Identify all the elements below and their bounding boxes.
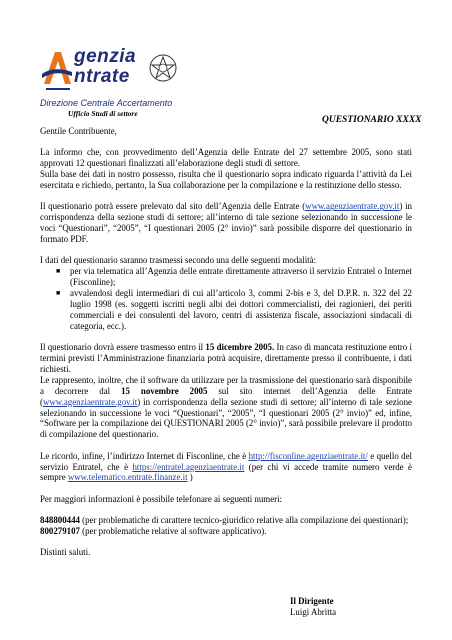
paragraph-methods: I dati del questionario saranno trasmessi secondo una delle seguenti modalità: (40, 255, 317, 266)
closing: Distinti saluti. (40, 547, 91, 558)
agenzia-website-link[interactable]: www.agenziaentrate.gov.it (305, 201, 400, 212)
department-name: Direzione Centrale Accertamento (40, 98, 173, 108)
agenzia-website-link[interactable]: www.agenziaentrate.gov.it (42, 396, 138, 407)
republic-emblem-icon (148, 52, 178, 84)
list-item: ■ per via telematica all’Agenzia delle entrate direttamente attraverso il servizio Entratel o Internet (Fisconline); (56, 266, 412, 288)
agenzia-logo-mark-icon (40, 48, 74, 90)
methods-list (40, 266, 412, 331)
letter-body (40, 126, 412, 569)
salutation: Gentile Contribuente, (40, 126, 117, 136)
list-item: ■ avvalendosi degli intermediari di cui all’articolo 3, commi 2-bis e 3, del D.P.R. n. 322 del 22 luglio 1998 (es. soggetti iscritti negli albi dei dottori commercialisti, dei ragionieri, dei periti commerciali e dei consulenti del lavoro, centri di assistenza fiscale, associazioni sindacali di categoria, ecc.). (56, 288, 412, 331)
phone-line-2: 800279107 (per problematiche relative al software applicativo). (40, 525, 267, 536)
paragraph-request: Sulla base dei dati in nostro possesso, risulta che il questionario sopra indicato riguarda l’attività da Lei esercitata e richiedo, pertanto, la Sua collaborazione per la compilazione e la restituzione dello stesso. (40, 169, 412, 191)
paragraph-info: Per maggiori informazioni è possibile telefonare ai seguenti numeri: (40, 493, 283, 504)
paragraph-intro: La informo che, con provvedimento dell’Agenzia delle Entrate del 27 settembre 2005, sono stati approvati 12 questionari finalizzati all’elaborazione degli studi di settore. (40, 147, 412, 169)
paragraph-download: Il questionario potrà essere prelevato dal sito dell’Agenzia delle Entrate (www.agenziaentrate.gov.it) in corrispondenza della sezione studi di settore; all’interno di tale sezione selezionando in successione le voci “Questionari”, “2005”, “I questionari 2005 (2° invio)” sarà possibile disporre del questionario in formato PDF. (40, 201, 412, 245)
logo-text-agenzia: genzia (74, 46, 137, 67)
phone-number-2: 800279107 (40, 525, 80, 536)
entratel-link[interactable]: https://entratel.agenziaentrate.it (132, 461, 245, 472)
signer-title: Il Dirigente (290, 596, 334, 606)
office-name: Ufficio Studi di settore (68, 109, 138, 118)
phone-number-1: 848800444 (40, 515, 80, 526)
paragraph-software: Le rappresento, inoltre, che il software da utilizzare per la trasmissione del questionario sarà disponibile a decorrere dal 15 novembre 2005 sul sito internet dell’Agenzia delle Entrate (www.agenziaentrate.gov.it) in corrispondenza della sezione studi di settore; all’interno di tale sezione selezionando in successione le voci “Questionari”, “2005”, “I questionari 2005 (2° invio)” ed, infine, “Software per la compilazione dei QUESTIONARI 2005 (2° invio)”, sarà possibile prelevare il prodotto di compilazione del questionario. (40, 374, 412, 440)
paragraph-addresses: Le ricordo, infine, l’indirizzo Internet di Fisconline, che è http://fisconline.agenziaentrate.it/ e quello del servizio Entratel, che è https://entratel.agenziaentrate.it (per chi vi accede tramite numero verde è sempre www.telematico.entrate.finanze.it ) (40, 450, 412, 483)
telematico-link[interactable]: www.telematico.entrate.finanze.it (67, 472, 188, 483)
bullet-square-icon: ■ (56, 267, 61, 276)
questionnaire-title: QUESTIONARIO XXXX (322, 115, 422, 125)
signer-name: Luigi Abritta (290, 607, 337, 617)
bullet-square-icon: ■ (56, 289, 61, 298)
paragraph-deadline: Il questionario dovrà essere trasmesso entro il 15 dicembre 2005. In caso di mancata restituzione entro i termini previsti l’Amministrazione finanziaria potrà acquisire, direttamente presso il contribuente, i dati richiesti. (40, 342, 412, 374)
logo-text-entrate: ntrate (74, 66, 130, 87)
signature-block (290, 596, 336, 618)
fisconline-link[interactable]: http://fisconline.agenziaentrate.it/ (248, 450, 368, 461)
phone-line-1: 848800444 (per problematiche di carattere tecnico-giuridico relative alla compilazione dei questionari); (40, 515, 409, 526)
